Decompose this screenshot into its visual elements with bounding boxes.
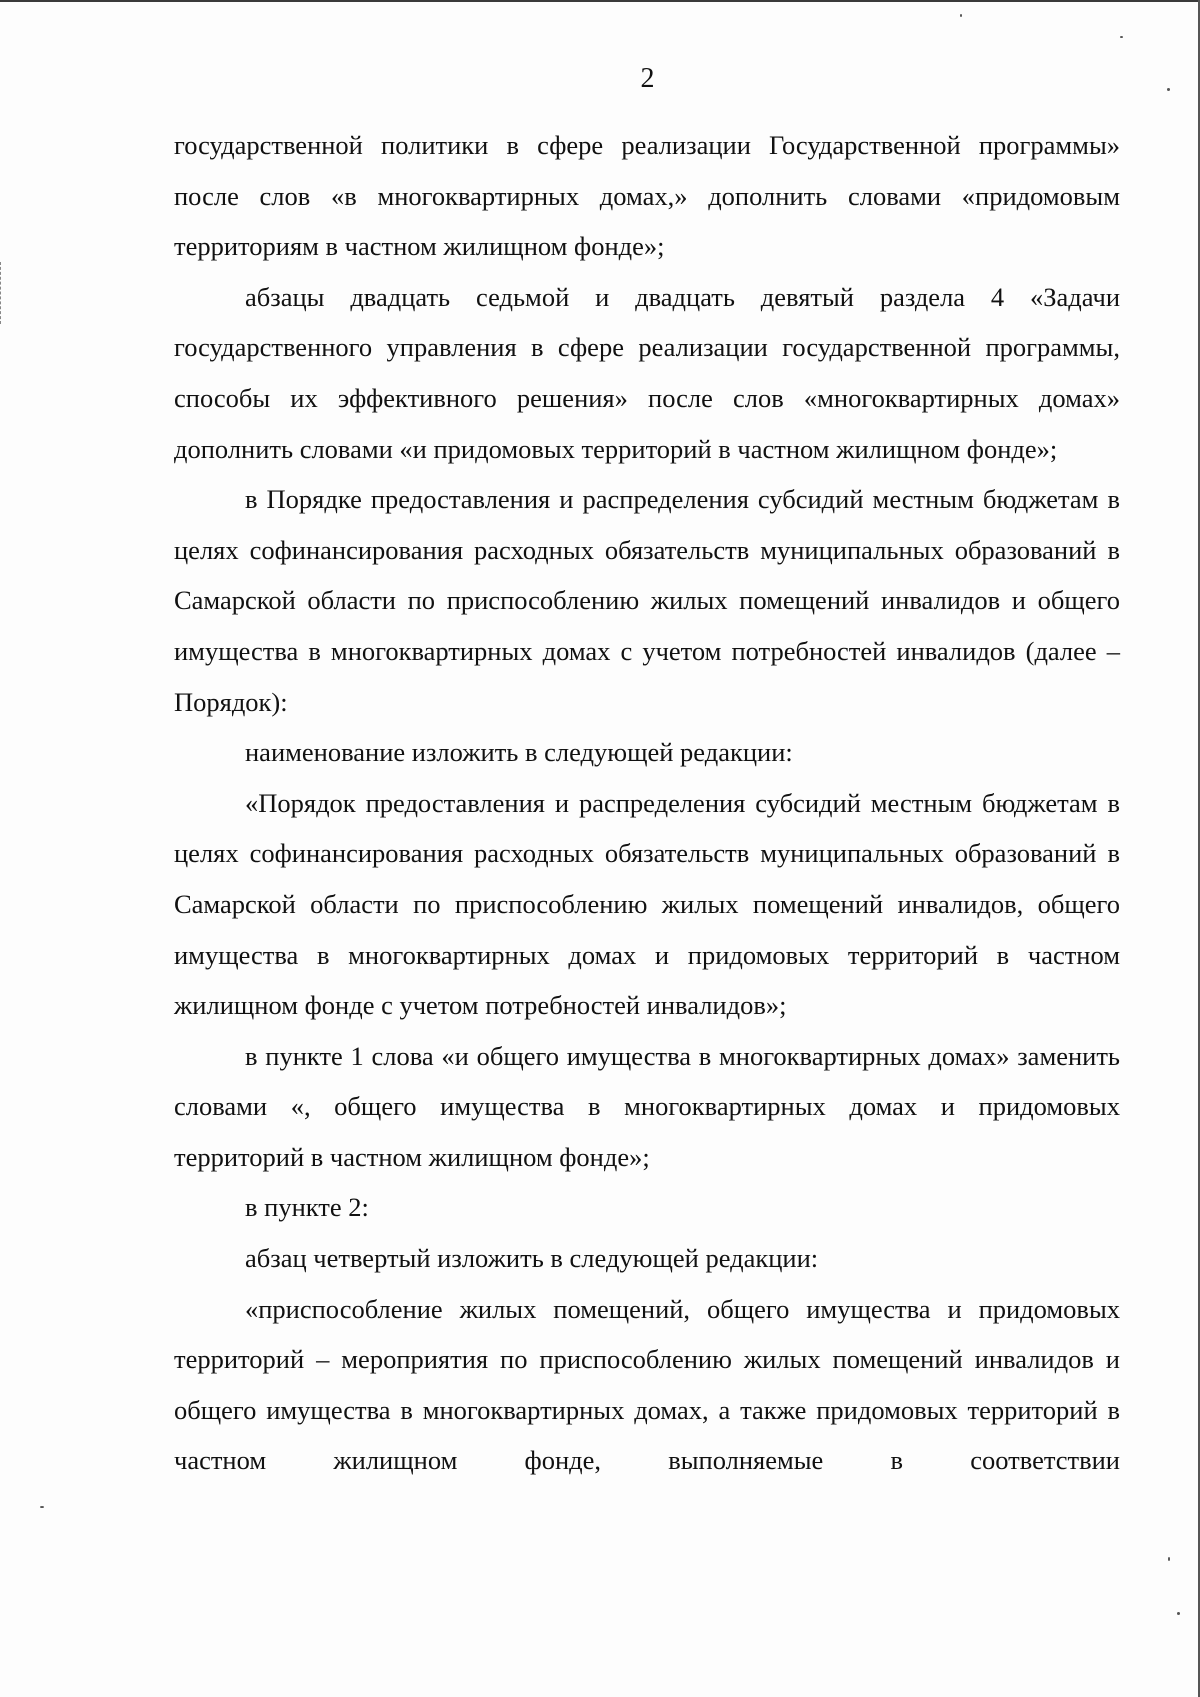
scan-speck: [1120, 36, 1123, 38]
paragraph-2: абзацы двадцать седьмой и двадцать девятый раздела 4 «Задачи государственного управления в сфере реализации государственной программы, способы их эффективного решения» после слов «многоквартирных домах» дополнить словами «и придомовых территорий в частном жилищном фонде»;: [174, 281, 1120, 464]
paragraph-4: наименование изложить в следующей редакции:: [245, 737, 793, 768]
paragraph-6: в пункте 1 слова «и общего имущества в многоквартирных домах» заменить словами «, общего имущества в многоквартирных домах и придомовых территорий в частном жилищном фонде»;: [174, 1040, 1120, 1172]
scan-speck: [1167, 88, 1170, 91]
scan-border-top: [0, 0, 1200, 2]
scan-speck: [40, 1506, 44, 1508]
paragraph-5: «Порядок предоставления и распределения субсидий местным бюджетам в целях софинансирования расходных обязательств муниципальных образований в Самарской области по приспособлению жилых помещений инвалидов, общего имущества в многоквартирных домах и придомовых территорий в частном жилищном фонде с учетом потребностей инвалидов»;: [174, 787, 1120, 1021]
paragraph-7: в пункте 2:: [245, 1192, 369, 1223]
paragraph-8: абзац четвертый изложить в следующей редакции:: [245, 1243, 819, 1274]
scan-speck: [1168, 1557, 1170, 1561]
paragraph-9: «приспособление жилых помещений, общего имущества и придомовых территорий – мероприятия по приспособлению жилых помещений инвалидов и общего имущества в многоквартирных домах, а также придомовых территорий в частном жилищном фонде, выполняемые в соответствии: [174, 1293, 1120, 1476]
page-number: 2: [640, 63, 655, 94]
scan-margin-mark: [0, 262, 3, 324]
paragraph-1: государственной политики в сфере реализации Государственной программы» после слов «в многоквартирных домах,» дополнить словами «придомовым территориям в частном жилищном фонде»;: [174, 130, 1120, 262]
scan-speck: [1177, 1612, 1180, 1615]
scan-speck: [960, 14, 962, 17]
paragraph-3: в Порядке предоставления и распределения субсидий местным бюджетам в целях софинансирования расходных обязательств муниципальных образований в Самарской области по приспособлению жилых помещений инвалидов и общего имущества в многоквартирных домах с учетом потребностей инвалидов (далее – Порядок):: [174, 484, 1120, 717]
document-body: [174, 120, 1120, 1486]
